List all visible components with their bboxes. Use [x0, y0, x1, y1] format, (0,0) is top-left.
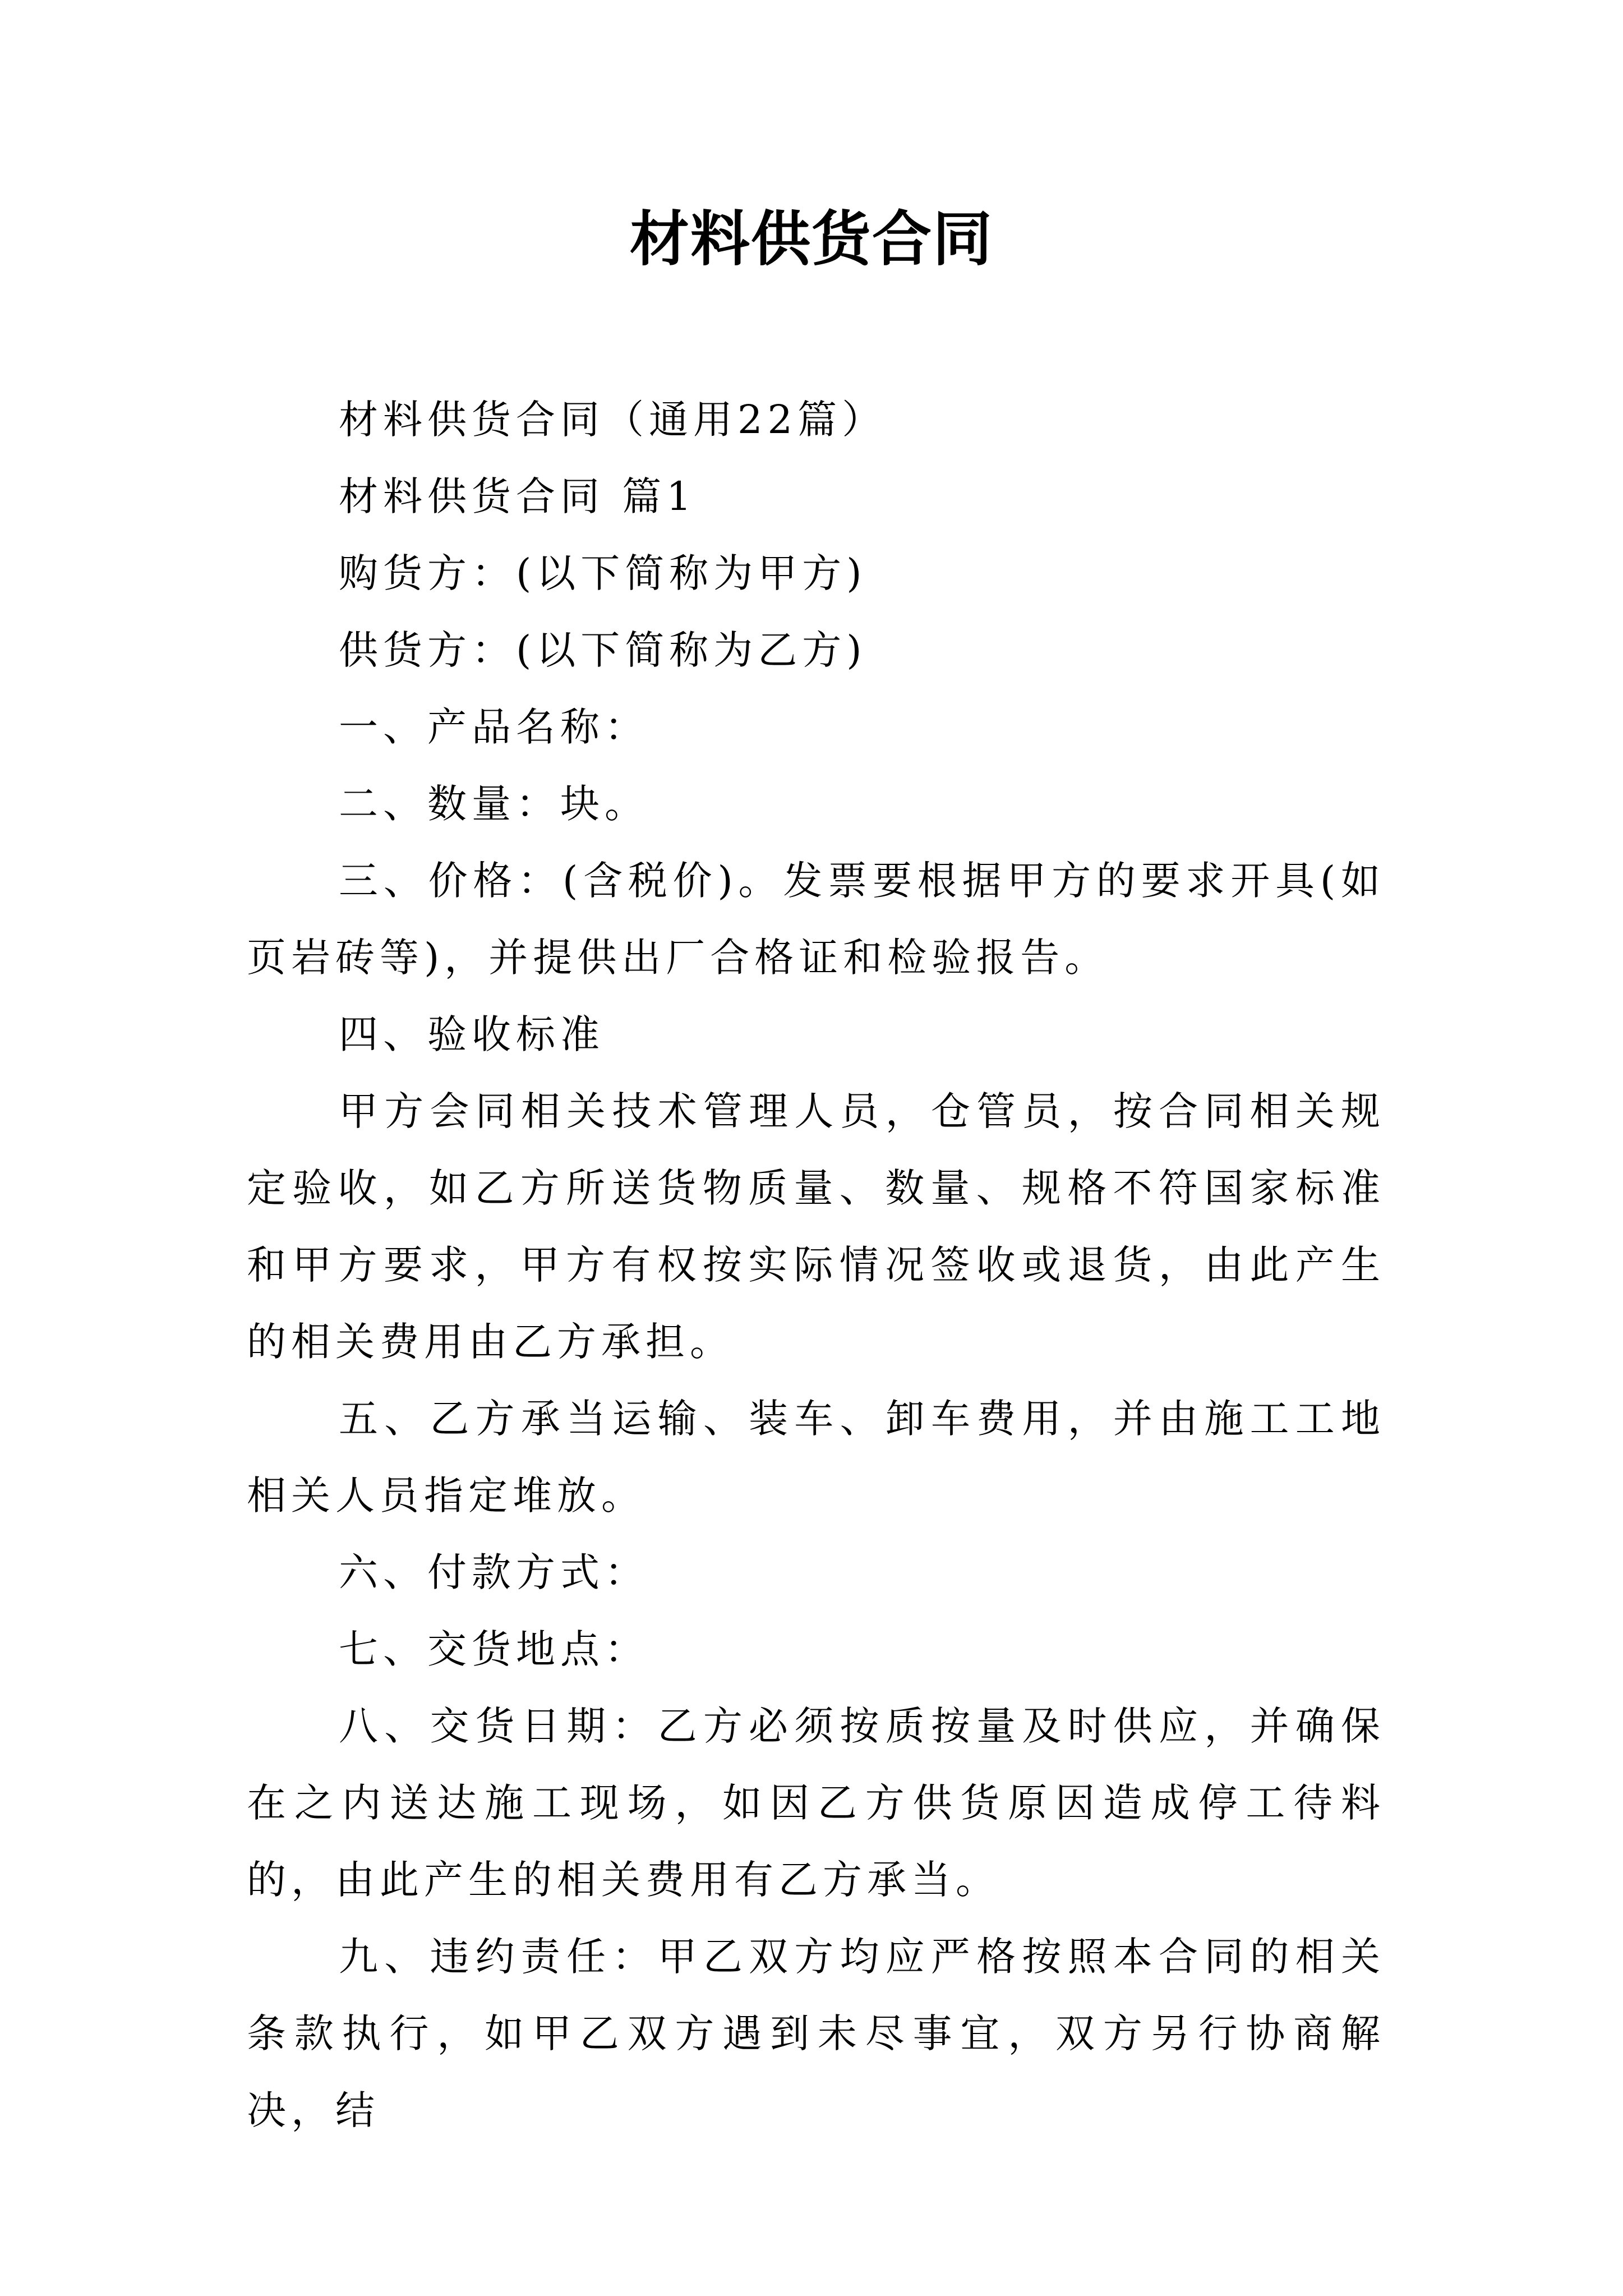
paragraph-subtitle: 材料供货合同（通用22篇）: [339, 397, 887, 443]
paragraph-supplier: 供货方：(以下简称为乙方): [339, 627, 867, 673]
paragraph-acceptance-body: 甲方会同相关技术管理人员，仓管员，按合同相关规定验收，如乙方所送货物质量、数量、规格不符国家标准和甲方要求，甲方有权按实际情况签收或退货，由此产生的相关费用由乙方承担。: [247, 1088, 1385, 1365]
paragraph-quantity: 二、数量：块。: [339, 781, 649, 827]
document-title: 材料供货合同: [630, 204, 993, 274]
paragraph-chapter-heading: 材料供货合同 篇1: [339, 473, 697, 519]
paragraph-transport: 五、乙方承当运输、装车、卸车费用，并由施工工地相关人员指定堆放。: [247, 1396, 1385, 1519]
paragraph-product-name: 一、产品名称：: [339, 704, 649, 750]
paragraph-acceptance-heading: 四、验收标准: [339, 1011, 605, 1057]
paragraph-delivery-location: 七、交货地点：: [339, 1626, 649, 1672]
paragraph-delivery-date: 八、交货日期：乙方必须按质按量及时供应，并确保在之内送达施工现场，如因乙方供货原因造成停工待料的，由此产生的相关费用有乙方承当。: [247, 1703, 1385, 1903]
paragraph-payment: 六、付款方式：: [339, 1549, 649, 1595]
paragraph-liability: 九、违约责任：甲乙双方均应严格按照本合同的相关条款执行，如甲乙双方遇到未尽事宜，双方另行协商解决，结: [247, 1934, 1385, 2133]
document-body: [247, 381, 1385, 2149]
paragraph-price: 三、价格：(含税价)。发票要根据甲方的要求开具(如页岩砖等)，并提供出厂合格证和检验报告。: [247, 858, 1385, 981]
paragraph-buyer: 购货方：(以下简称为甲方): [339, 550, 867, 596]
